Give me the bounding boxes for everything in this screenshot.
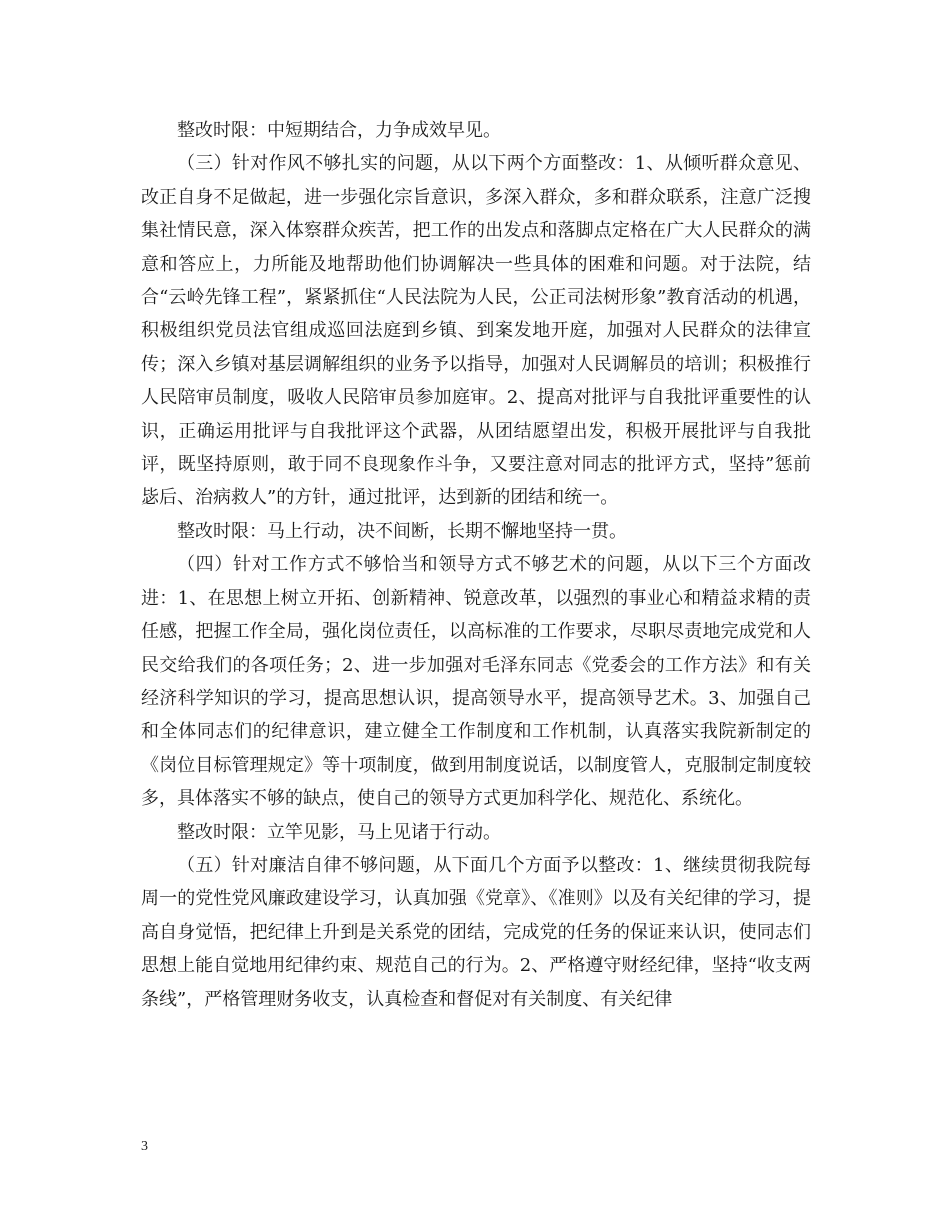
paragraph-section-4: （四）针对工作方式不够恰当和领导方式不够艺术的问题，从以下三个方面改进：1、在思想上树立开拓、创新精神、锐意改革，以强烈的事业心和精益求精的责任感，把握工作全局，强化岗位责任，以高标准的工作要求，尽职尽责地完成党和人民交给我们的各项任务；2、进一步加强对毛泽东同志《党委会的工作方法》和有关经济科学知识的学习，提高思想认识，提高领导水平，提高领导艺术。3、加强自己和全体同志们的纪律意识，建立健全工作制度和工作机制，认真落实我院新制定的《岗位目标管理规定》等十项制度，做到用制度说话，以制度管人，克服制定制度较多，具体落实不够的缺点，使自己的领导方式更加科学化、规范化、系统化。 bbox=[141, 554, 811, 810]
paragraph-section-3: （三）针对作风不够扎实的问题，从以下两个方面整改：1、从倾听群众意见、改正自身不足做起，进一步强化宗旨意识，多深入群众，多和群众联系，注意广泛搜集社情民意，深入体察群众疾苦，把工作的出发点和落脚点定格在广大人民群众的满意和答应上，力所能及地帮助他们协调解决一些具体的困难和问题。对于法院，结合“云岭先锋工程”，紧紧抓住“人民法院为人民，公正司法树形象”教育活动的机遇，积极组织党员法官组成巡回法庭到乡镇、到案发地开庭，加强对人民群众的法律宣传；深入乡镇对基层调解组织的业务予以指导，加强对人民调解员的培训；积极推行人民陪审员制度，吸收人民陪审员参加庭审。2、提高对批评与自我批评重要性的认识，正确运用批评与自我批评这个武器，从团结愿望出发，积极开展批评与自我批评，既坚持原则，敢于同不良现象作斗争，又要注意对同志的批评方式，坚持”惩前毖后、治病救人”的方针，通过批评，达到新的团结和统一。 bbox=[141, 153, 811, 509]
paragraph-deadline-2: 整改时限：马上行动，决不间断，长期不懈地坚持一贯。 bbox=[177, 520, 627, 542]
paragraph-deadline-3: 整改时限：立竿见影，马上见诸于行动。 bbox=[177, 821, 501, 843]
paragraph-section-5: （五）针对廉洁自律不够问题，从下面几个方面予以整改：1、继续贯彻我院每周一的党性党风廉政建设学习，认真加强《党章》、《准则》以及有关纪律的学习，提高自身觉悟，把纪律上升到是关系党的团结，完成党的任务的保证来认识，使同志们思想上能自觉地用纪律约束、规范自己的行为。2、严格遵守财经纪律，坚持“收支两条线”，严格管理财务收支，认真检查和督促对有关制度、有关纪律 bbox=[141, 854, 811, 1010]
page-number: 3 bbox=[141, 1139, 148, 1154]
paragraph-deadline-1: 整改时限：中短期结合，力争成效早见。 bbox=[177, 120, 501, 141]
document-body bbox=[141, 114, 811, 1016]
